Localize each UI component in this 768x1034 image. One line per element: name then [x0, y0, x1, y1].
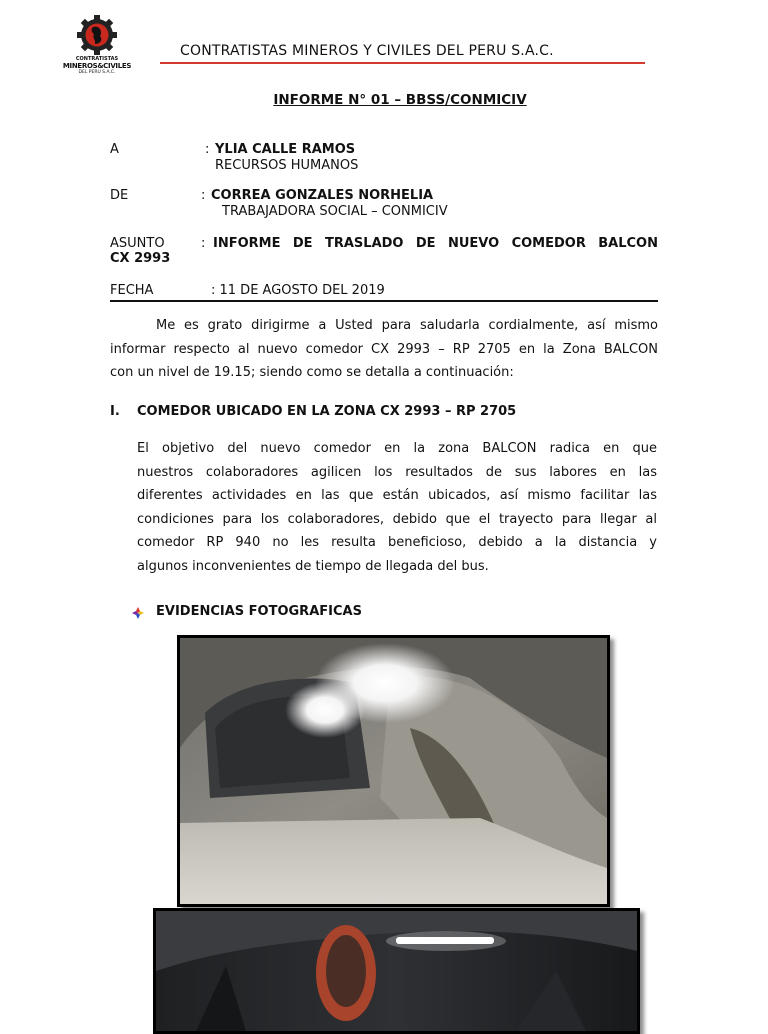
memo-divider	[110, 300, 658, 302]
section-number: I.	[110, 404, 120, 419]
tunnel-photo-2-image	[156, 911, 637, 1031]
logo-text-main: MINEROS&CIVILES	[62, 62, 132, 70]
tunnel-photo-2	[153, 908, 640, 1034]
body-line: nuestros colaboradores agilicen los resultados de sus labores en las	[137, 464, 657, 480]
date-label: FECHA	[110, 283, 154, 298]
intro-line: informar respecto al nuevo comedor CX 2993 – RP 2705 en la Zona BALCON	[110, 341, 658, 357]
from-role: TRABAJADORA SOCIAL – CONMICIV	[222, 204, 448, 219]
subject-line-1: INFORME DE TRASLADO DE NUEVO COMEDOR BALCON	[213, 236, 658, 251]
section-body	[137, 437, 657, 578]
tunnel-photo-1	[177, 635, 610, 907]
logo-text-bottom: DEL PERU S.A.C.	[78, 70, 116, 75]
from-label: DE	[110, 188, 129, 203]
body-line: condiciones para los colaboradores, debido que el trayecto para llegar al	[137, 511, 657, 527]
subject-line-2: CX 2993	[110, 251, 171, 266]
intro-line: Me es grato dirigirme a Usted para saludarla cordialmente, así mismo	[156, 318, 658, 333]
body-line: comedor RP 940 no les resulta beneficioso, debido a la distancia y	[137, 535, 657, 550]
subject-colon: :	[201, 236, 206, 251]
tunnel-photo-1-image	[180, 638, 607, 904]
four-diamond-bullet-icon	[131, 605, 145, 619]
body-line: El objetivo del nuevo comedor en la zona BALCON radica en que	[137, 441, 657, 456]
intro-line: con un nivel de 19.15; siendo como se detalla a continuación:	[110, 365, 514, 380]
header-divider	[160, 62, 645, 64]
to-role: RECURSOS HUMANOS	[215, 158, 359, 173]
from-name: CORREA GONZALES NORHELIA	[211, 188, 434, 203]
body-line: algunos inconvenientes de tiempo de llegada del bus.	[137, 558, 489, 574]
evidence-heading: EVIDENCIAS FOTOGRAFICAS	[156, 604, 362, 619]
report-title: INFORME N° 01 – BBSS/CONMICIV	[273, 92, 527, 108]
to-label: A	[110, 142, 119, 157]
company-name: CONTRATISTAS MINEROS Y CIVILES DEL PERU S.A.C.	[180, 43, 554, 59]
section-heading: COMEDOR UBICADO EN LA ZONA CX 2993 – RP 2705	[137, 404, 517, 419]
logo-text-top: CONTRATISTAS	[75, 56, 119, 62]
company-logo	[55, 14, 139, 76]
body-line: diferentes actividades en las que están ubicados, así mismo facilitar las	[137, 488, 657, 503]
to-name: YLIA CALLE RAMOS	[215, 142, 356, 157]
to-colon: :	[205, 142, 210, 157]
subject-label: ASUNTO	[110, 236, 165, 251]
from-colon: :	[201, 188, 206, 203]
intro-paragraph	[110, 314, 658, 385]
date-value: : 11 DE AGOSTO DEL 2019	[211, 283, 385, 298]
